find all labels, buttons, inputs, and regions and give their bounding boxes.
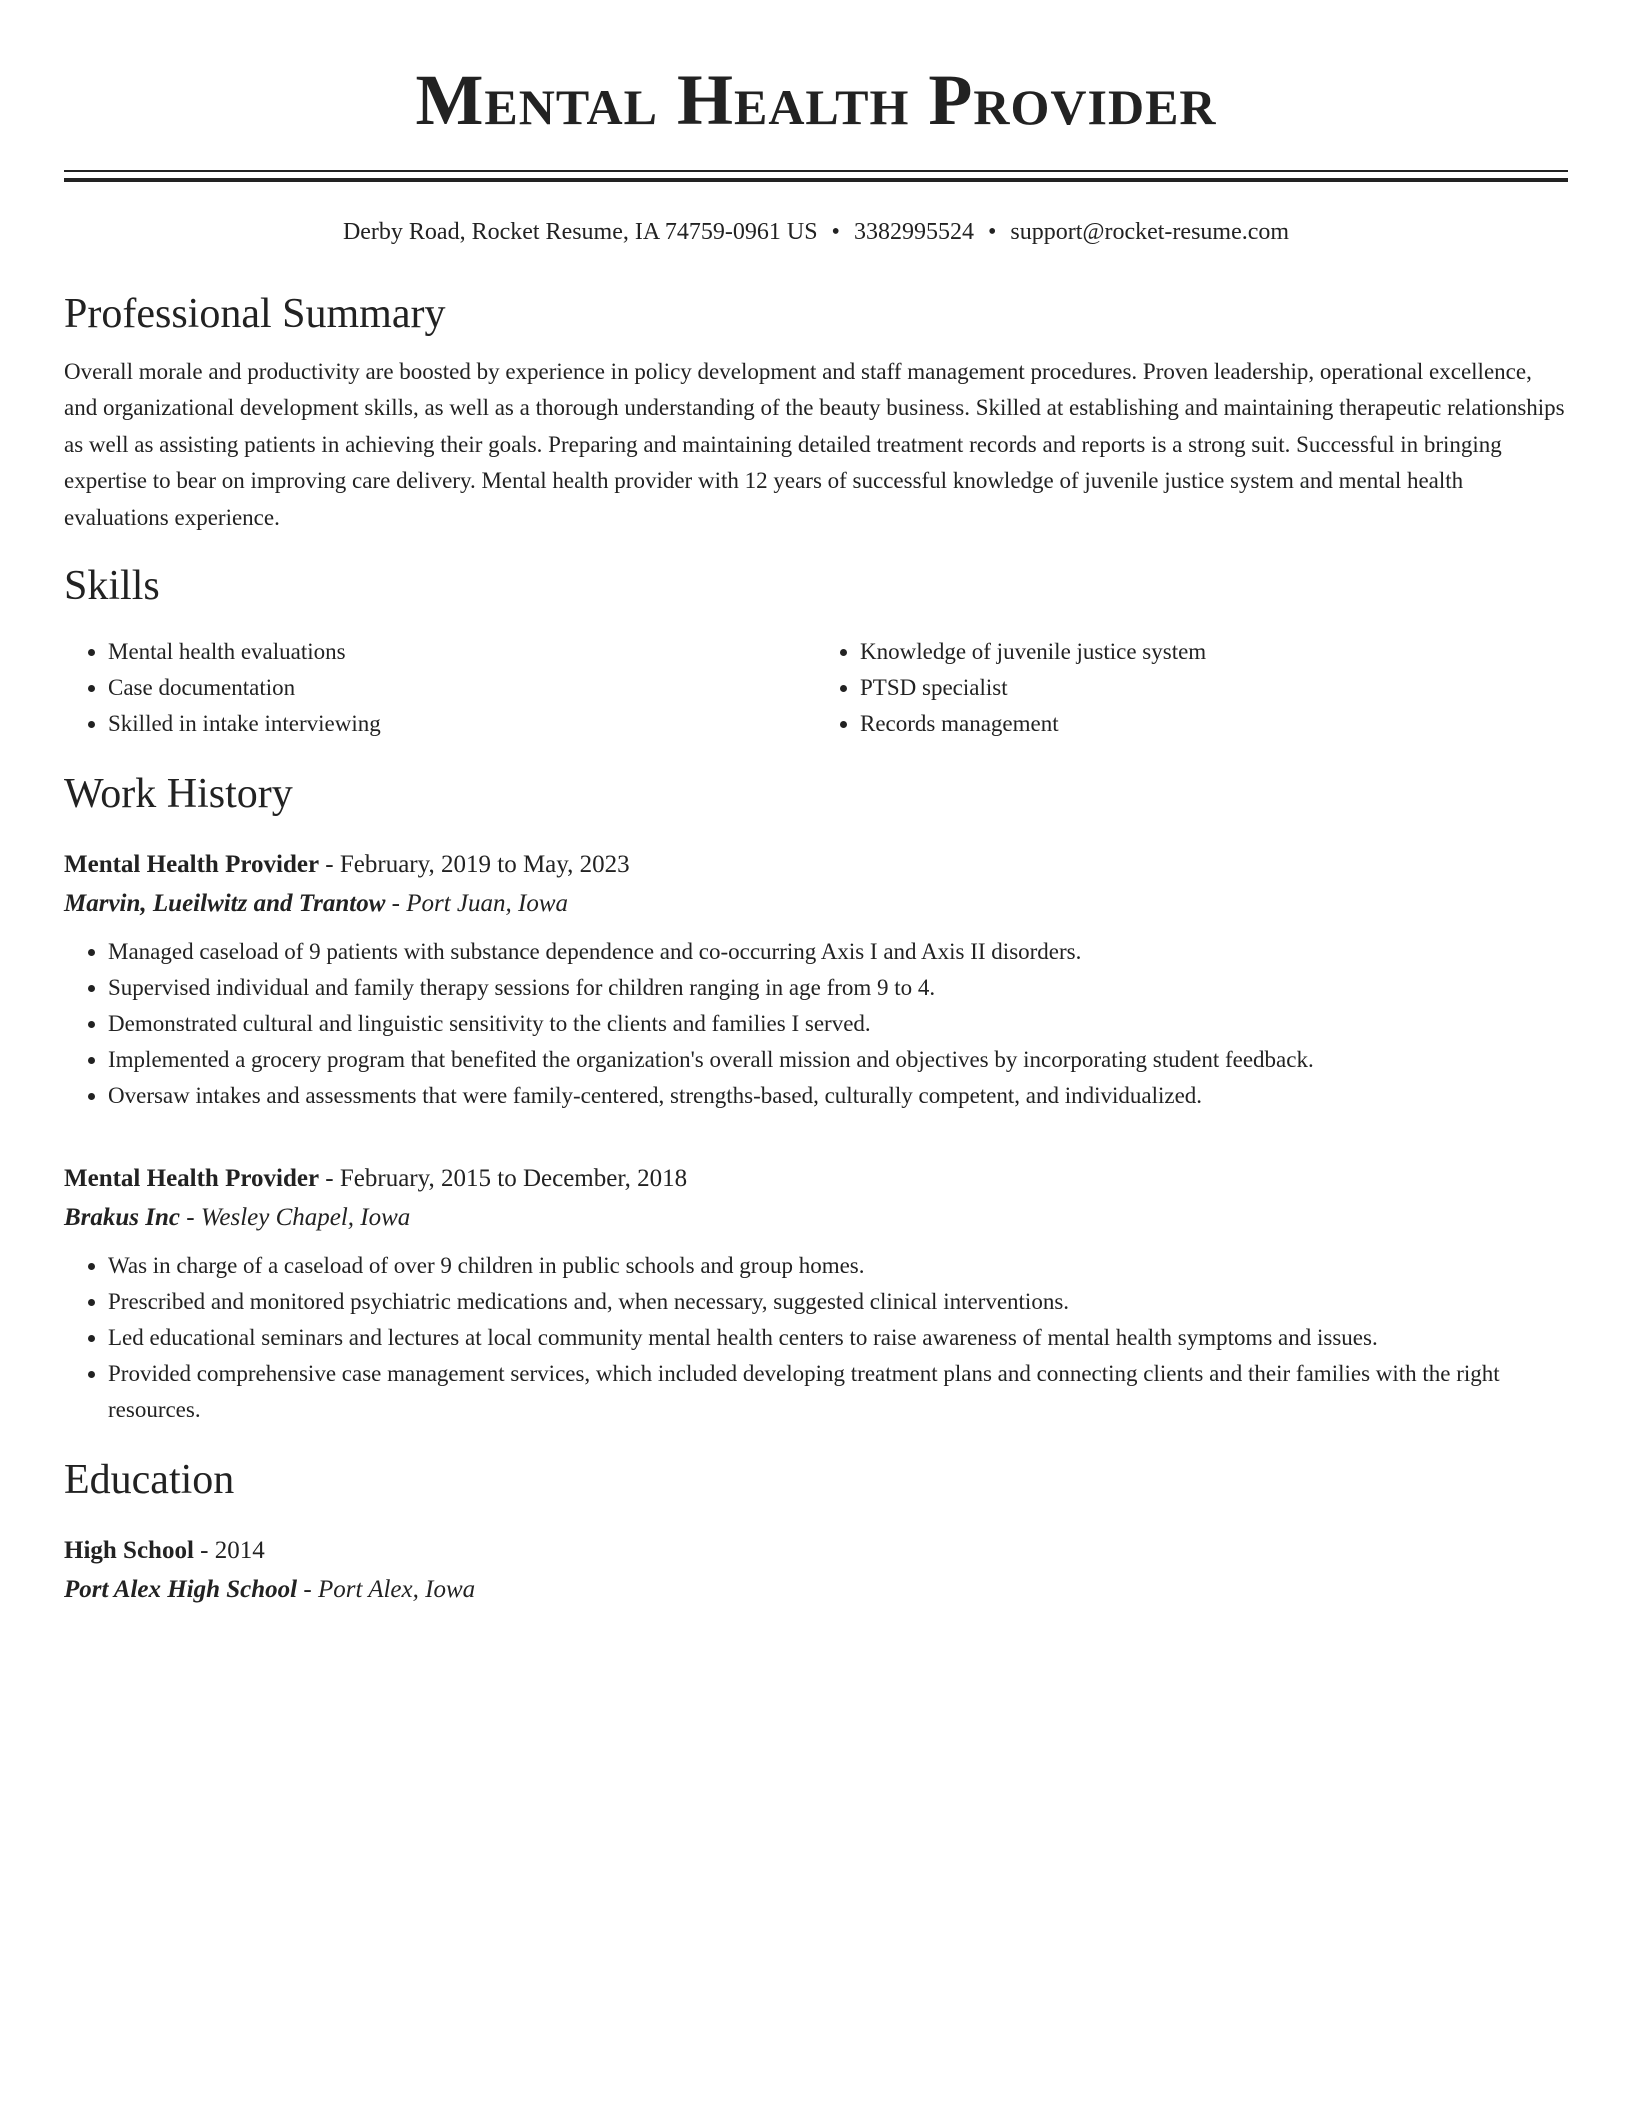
- contact-address: Derby Road, Rocket Resume, IA 74759-0961 US: [342, 219, 818, 245]
- skill-item: • Mental health evaluations: [108, 634, 816, 670]
- skills-column-right: [816, 634, 1568, 742]
- job-bullet: • Was in charge of a caseload of over 9 children in public schools and group homes.: [108, 1248, 1568, 1284]
- job-company-line: [64, 884, 1568, 924]
- education-heading: Education: [64, 1457, 235, 1504]
- work-history-heading: Work History: [64, 771, 293, 818]
- job-company: Brakus Inc: [64, 1204, 181, 1232]
- job-bullet: • Oversaw intakes and assessments that were family-centered, strengths-based, culturally competent, and individualized.: [108, 1078, 1568, 1114]
- job-bullet: • Managed caseload of 9 patients with substance dependence and co-occurring Axis I and Axis II disorders.: [108, 934, 1568, 970]
- job-location: - Port Juan, Iowa: [385, 890, 568, 918]
- job-dates: - February, 2015 to December, 2018: [319, 1165, 688, 1193]
- job-bullet: • Demonstrated cultural and linguistic sensitivity to the clients and families I served.: [108, 1006, 1568, 1042]
- job-company: Marvin, Lueilwitz and Trantow: [64, 890, 386, 918]
- skills-column-left: [64, 634, 816, 742]
- contact-phone: 3382995524: [853, 219, 974, 245]
- job-bullets: [64, 1248, 1568, 1428]
- header-divider: [64, 170, 1568, 182]
- job-title-line: [64, 846, 1568, 884]
- education-year: - 2014: [193, 1537, 265, 1565]
- job-role: Mental Health Provider: [64, 851, 320, 879]
- summary-text: Overall morale and productivity are boosted by experience in policy development and staff management procedures. Proven leadership, operational excellence, and organizational development skills, as well as a thorough understanding of the beauty business. Skilled at establishing and maintaining therapeutic relationships as well as assisting patients in achieving their goals. Preparing and maintaining detailed treatment records and reports is a strong suit. Successful in bringing expertise to bear on improving care delivery. Mental health provider with 12 years of successful knowledge of juvenile justice system and mental health evaluations experience.: [64, 359, 1565, 530]
- job-location: - Wesley Chapel, Iowa: [180, 1204, 411, 1232]
- skills-heading: Skills: [64, 563, 160, 610]
- job-title-line: [64, 1160, 1568, 1198]
- education-school-line: [64, 1570, 1568, 1610]
- skill-item: • PTSD specialist: [860, 670, 1568, 706]
- job-entry: [64, 1160, 1568, 1428]
- job-entry: [64, 846, 1568, 1114]
- job-bullets: [64, 934, 1568, 1114]
- job-bullet: • Prescribed and monitored psychiatric medications and, when necessary, suggested clinical interventions.: [108, 1284, 1568, 1320]
- summary-heading: Professional Summary: [64, 291, 446, 337]
- job-bullet: • Led educational seminars and lectures at local community mental health centers to raise awareness of mental health symptoms and issues.: [108, 1320, 1568, 1356]
- skills-list: [64, 634, 1568, 742]
- education-degree-line: [64, 1532, 1568, 1570]
- education-school: Port Alex High School: [64, 1576, 298, 1604]
- education-location: - Port Alex, Iowa: [297, 1576, 476, 1604]
- skill-item: • Skilled in intake interviewing: [108, 706, 816, 742]
- contact-separator: •: [987, 219, 997, 245]
- skill-item: • Records management: [860, 706, 1568, 742]
- job-bullet: • Provided comprehensive case management services, which included developing treatment plans and connecting clients and their families with the right resources.: [108, 1356, 1568, 1428]
- skill-item: • Case documentation: [108, 670, 816, 706]
- job-bullet: • Supervised individual and family therapy sessions for children ranging in age from 9 to 4.: [108, 970, 1568, 1006]
- job-bullet: • Implemented a grocery program that benefited the organization's overall mission and objectives by incorporating student feedback.: [108, 1042, 1568, 1078]
- job-dates: - February, 2019 to May, 2023: [319, 851, 630, 879]
- contact-separator: •: [831, 219, 840, 245]
- job-company-line: [64, 1198, 1568, 1238]
- job-role: Mental Health Provider: [64, 1165, 320, 1193]
- candidate-name: Mental Health Provider: [415, 60, 1217, 140]
- contact-email: support@rocket-resume.com: [1010, 219, 1290, 245]
- skill-item: • Knowledge of juvenile justice system: [860, 634, 1568, 670]
- education-degree: High School: [64, 1537, 194, 1565]
- contact-line: [64, 216, 1568, 248]
